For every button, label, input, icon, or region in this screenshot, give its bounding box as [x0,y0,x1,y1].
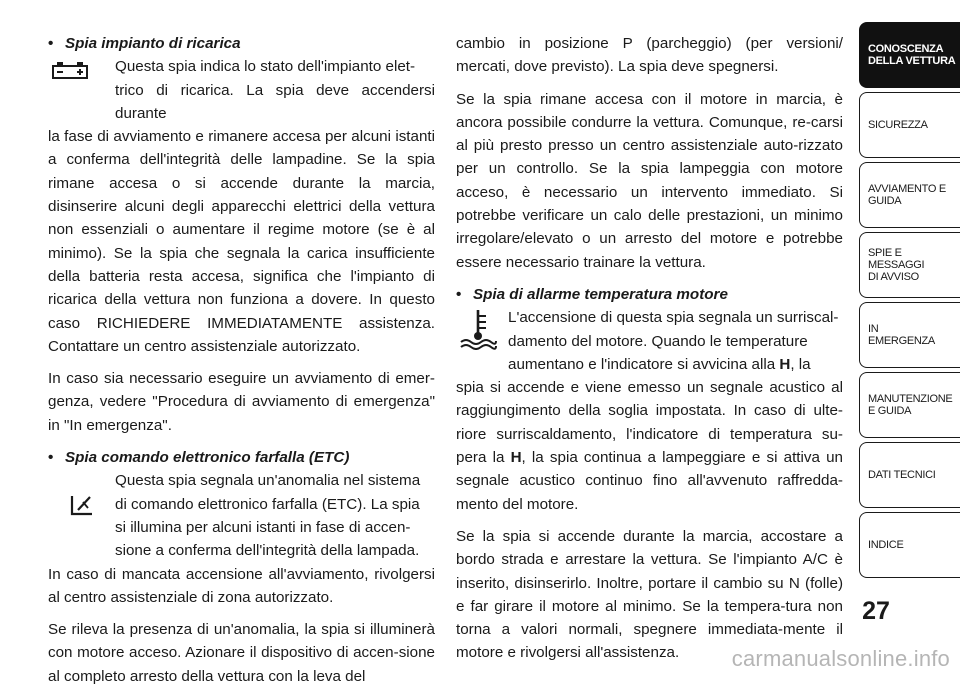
chapter-tabs [859,22,960,582]
tab-in-emergenza[interactable] [859,302,960,368]
temperature-intro-text: , la [790,355,811,373]
bullet: • [48,35,54,52]
temperature-body [456,376,843,516]
etc-intro [48,469,435,562]
bullet: • [456,285,462,303]
etc-heading [48,446,435,469]
charging-intro-line: Questa spia indica lo stato dell'impianto elet- [115,58,416,76]
temperature-intro-line: damento del motore. Quando le temperature [508,332,808,350]
temperature-h-mark: H [779,355,791,373]
temperature-intro-text: aumentano e l'indicatore si avvicina alla [508,355,780,373]
etc-intro-line: sione a conferma dell'integrità della lampada. [115,542,420,560]
tab-avviamento-e-guida[interactable] [859,162,960,228]
charging-emergency-note: In caso sia necessario eseguire un avviamento di emer-genza, vedere "Procedura di avviamento di emergenza" in "In emergenza". [48,370,435,434]
tab-label: AVVIAMENTO E GUIDA [868,183,946,207]
coolant-temperature-icon [458,308,498,350]
etc-continued-note: Se la spia rimane accesa con il motore in marcia, è ancora possibile condurre la vettura. Comunque, re-carsi al più presto presso un centro assistenziale auto-rizzato per un controllo. Se la spia lampeggia con motore acceso, è necessario un intervento immediato. Si potrebbe verificare un calo delle prestazioni, un minimo irregolare/elevato o un arresto del motore e potrebbe essere necessario trainare la vettura. [456,90,843,271]
tab-dati-tecnici[interactable] [859,442,960,508]
tab-label: MANUTENZIONE E GUIDA [868,393,953,417]
etc-continued-text: cambio in posizione P (parcheggio) (per versioni/ mercati, dove previsto). La spia deve spegnersi. [456,35,843,76]
temperature-h-mark: H [510,449,522,467]
tab-label: DATI TECNICI [868,469,936,481]
tab-indice[interactable] [859,512,960,578]
charging-intro [48,55,435,125]
etc-title: Spia comando elettronico farfalla (ETC) [65,449,350,467]
etc-intro-line: di comando elettronico farfalla (ETC). La spia [115,495,420,513]
charging-title: Spia impianto di ricarica [65,35,241,52]
tab-manutenzione[interactable] [859,372,960,438]
page-number: 27 [862,597,890,625]
tab-spie-e-messaggi[interactable] [859,232,960,298]
tab-label: SPIE E MESSAGGI DI AVVISO [868,247,925,283]
temperature-intro-line [456,353,843,376]
charging-heading [48,32,435,55]
charging-intro-line: trico di ricarica. La spia deve accendersi durante [115,81,435,122]
left-column [48,32,435,688]
etc-intro-line: si illumina per alcuni istanti in fase di accen- [115,518,411,536]
tab-label: INDICE [868,539,904,551]
temperature-intro-line: L'accensione di questa spia segnala un surriscal- [508,309,839,327]
etc-body: In caso di mancata accensione all'avviamento, rivolgersi al centro assistenziale di zona autorizzato. [48,565,435,606]
charging-body: la fase di avviamento e rimanere accesa per alcuni istanti a conferma dell'integrità delle lampadine. Se la spia rimane accesa o si accende durante la marcia, disinserire alcuni degli apparecchi elettrici della vettura non essenziali o aumentare il regime motore (se è al minimo). Se la spia che segnala la carica insufficiente della batteria resta accesa, significa che l'impianto di ricarica della vettura non funziona a dovere. In questo caso RICHIEDERE IMMEDIATAMENTE assistenza. Contattare un centro assistenziale autorizzato. [48,128,435,355]
etc-anomaly-note: Se rileva la presenza di un'anomalia, la spia si illuminerà con motore acceso. Azionare il dispositivo di accen-sione al completo arresto della vettura con la leva del [48,621,435,685]
watermark: carmanualsonline.info [731,646,950,671]
battery-icon [50,59,90,81]
etc-intro-line: Questa spia segnala un'anomalia nel sistema [115,472,421,490]
bullet: • [48,449,54,467]
temperature-body-text: spia si accende e viene emesso un segnale acustico al raggiungimento della soglia impostata. In caso di ulte-riore surriscaldamento, l'indicatore di temperatura su-pera la [456,379,843,467]
tab-sicurezza[interactable] [859,92,960,158]
temperature-body-text: , la spia continua a lampeggiare e si attiva un segnale acustico continuo fino all'avvenuto raffredda-mento del motore. [456,449,843,513]
tab-label: IN EMERGENZA [868,323,935,347]
temperature-title: Spia di allarme temperatura motore [473,285,728,303]
temperature-intro [456,306,843,376]
temperature-heading [456,283,843,306]
throttle-control-icon [68,493,98,519]
tab-label: SICUREZZA [868,119,928,131]
tab-label: CONOSCENZA DELLA VETTURA [868,43,956,67]
temperature-advice: Se la spia si accende durante la marcia, accostare a bordo strada e arrestare la vettura. Se l'impianto A/C è inserito, disinserirlo. Inoltre, portare il cambio su N (folle) e far girare il motore al minimo. Se la tempera-tura non torna a valori normali, spegnere immediata-mente il motore e rivolgersi all'assistenza. [456,527,843,662]
tab-conoscenza-della-vettura[interactable] [859,22,960,88]
right-column [456,32,843,665]
